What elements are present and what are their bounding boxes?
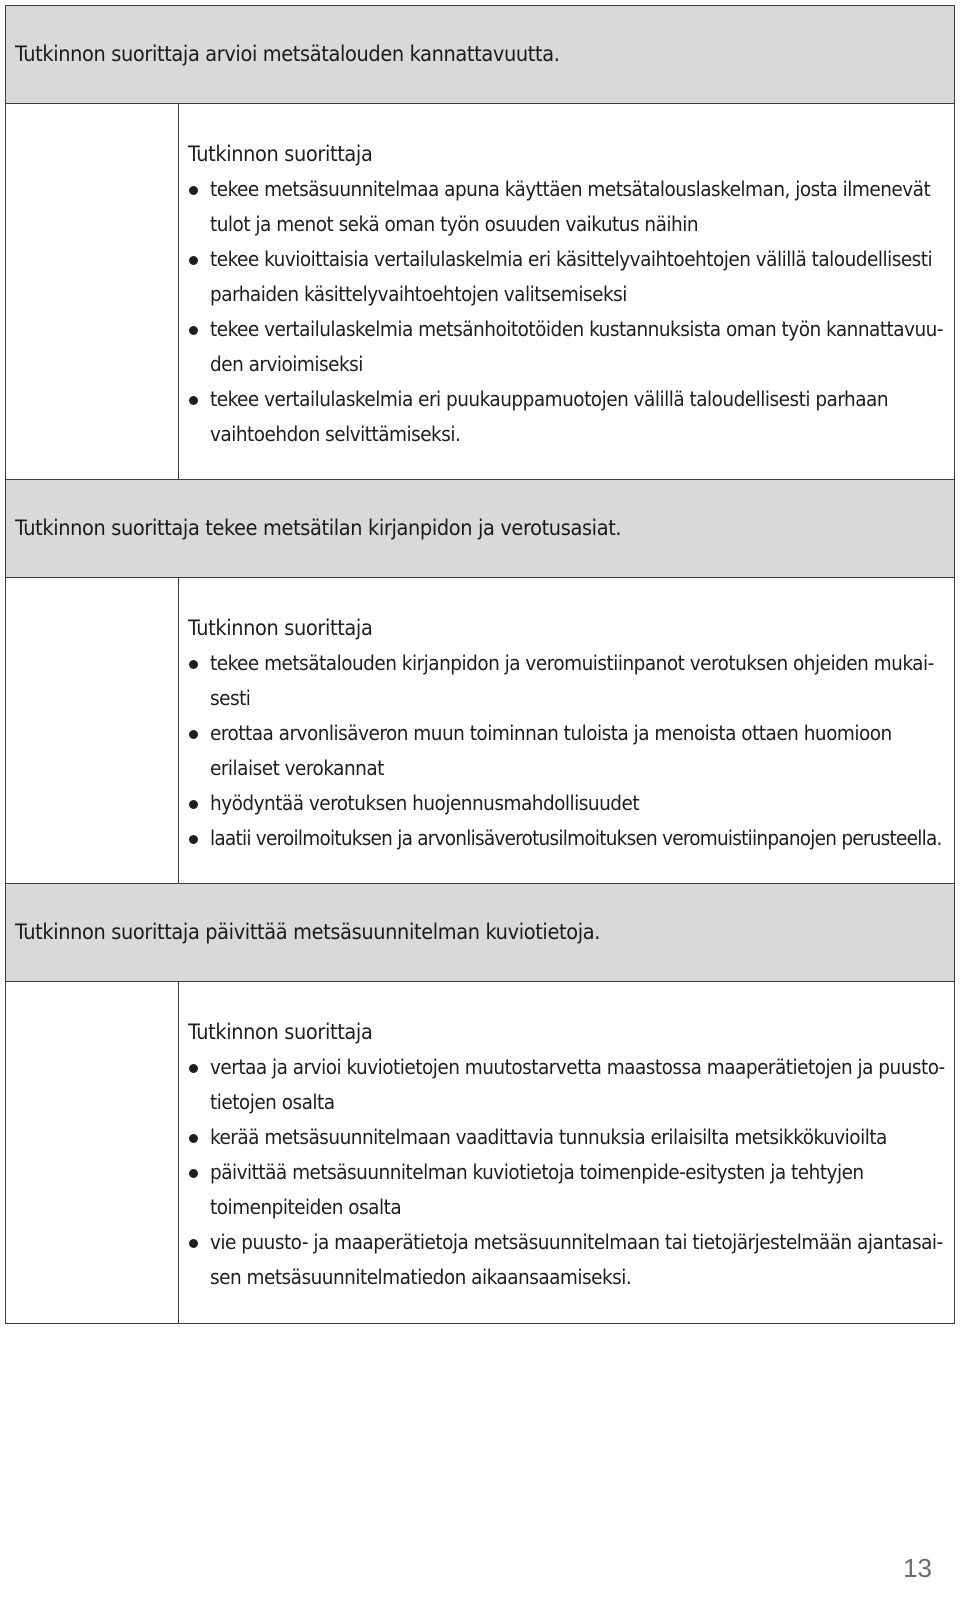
bullet-icon (189, 1134, 198, 1143)
list-item (188, 1120, 946, 1155)
list-item (188, 786, 946, 821)
bullet-icon (189, 730, 198, 739)
section-body (6, 578, 954, 884)
list-item (188, 821, 946, 856)
list-item (188, 716, 946, 786)
list-item-text: tekee kuvioittaisia vertailulaskelmia eri käsittelyvaihtoehtojen välillä taloudellisesti parhaiden käsittelyvaihtoehtojen valitsemiseksi (210, 247, 933, 306)
bullet-icon (189, 396, 198, 405)
list-item-text: vertaa ja arvioi kuviotietojen muutostarvetta maastossa maaperätietojen ja puustotietojen osalta (210, 1055, 946, 1114)
list-item-text: erottaa arvonlisäveron muun toiminnan tuloista ja menoista ottaen huomioon erilaiset verokannat (210, 721, 892, 780)
criteria-lead: Tutkinnon suorittaja (188, 616, 373, 641)
bullet-icon (189, 326, 198, 335)
section-heading (6, 480, 954, 578)
list-item (188, 1050, 946, 1120)
empty-left-cell (6, 982, 179, 1323)
bullet-icon (189, 1169, 198, 1178)
list-item (188, 172, 946, 242)
criteria-list (188, 1050, 946, 1295)
section-heading (6, 884, 954, 982)
empty-left-cell (6, 578, 179, 883)
list-item-text: hyödyntää verotuksen huojennusmahdollisuudet (210, 791, 640, 815)
criteria-cell (179, 578, 954, 883)
bullet-icon (189, 835, 198, 844)
list-item (188, 1225, 946, 1295)
list-item-text: vie puusto- ja maaperätietoja metsäsuunnitelmaan tai tietojärjestelmään ajantasaisen metsäsuunnitelmatiedon aikaansaamiseksi. (210, 1230, 944, 1289)
list-item-text: tekee metsäsuunnitelmaa apuna käyttäen metsätalouslaskelman, josta ilmenevät tulot ja menot sekä oman työn osuuden vaikutus näihin (210, 177, 931, 236)
bullet-icon (189, 800, 198, 809)
section-heading-text: Tutkinnon suorittaja arvioi metsätalouden kannattavuutta. (15, 42, 560, 67)
list-item-text: laatii veroilmoituksen ja arvonlisäverotusilmoituksen veromuistiinpanojen perusteella. (210, 826, 942, 850)
list-item (188, 1155, 946, 1225)
list-item-text: päivittää metsäsuunnitelman kuviotietoja toimenpide-esitysten ja tehtyjen toimenpiteiden osalta (210, 1160, 864, 1219)
list-item-text: tekee vertailulaskelmia metsänhoitotöiden kustannuksista oman työn kannattavuuden arvioimiseksi (210, 317, 944, 376)
bullet-icon (189, 1064, 198, 1073)
section-heading-text: Tutkinnon suorittaja päivittää metsäsuunnitelman kuviotietoja. (15, 920, 601, 945)
list-item-text: tekee metsätalouden kirjanpidon ja veromuistiinpanot verotuksen ohjeiden mukaisesti (210, 651, 935, 710)
criteria-table (5, 5, 955, 1324)
criteria-cell (179, 104, 954, 479)
page-number: 13 (903, 1553, 932, 1583)
list-item (188, 242, 946, 312)
section-heading (6, 6, 954, 104)
list-item (188, 312, 946, 382)
criteria-list (188, 646, 946, 856)
list-item (188, 382, 946, 452)
empty-left-cell (6, 104, 179, 479)
section-body (6, 104, 954, 480)
list-item (188, 646, 946, 716)
bullet-icon (189, 186, 198, 195)
section-body (6, 982, 954, 1323)
bullet-icon (189, 1239, 198, 1248)
list-item-text: tekee vertailulaskelmia eri puukauppamuotojen välillä taloudellisesti parhaan vaihtoehdon selvittämiseksi. (210, 387, 889, 446)
bullet-icon (189, 660, 198, 669)
criteria-lead: Tutkinnon suorittaja (188, 1020, 373, 1045)
bullet-icon (189, 256, 198, 265)
criteria-cell (179, 982, 954, 1323)
section-heading-text: Tutkinnon suorittaja tekee metsätilan kirjanpidon ja verotusasiat. (15, 516, 622, 541)
list-item-text: kerää metsäsuunnitelmaan vaadittavia tunnuksia erilaisilta metsikkökuvioilta (210, 1125, 887, 1149)
criteria-list (188, 172, 946, 452)
criteria-lead: Tutkinnon suorittaja (188, 142, 373, 167)
